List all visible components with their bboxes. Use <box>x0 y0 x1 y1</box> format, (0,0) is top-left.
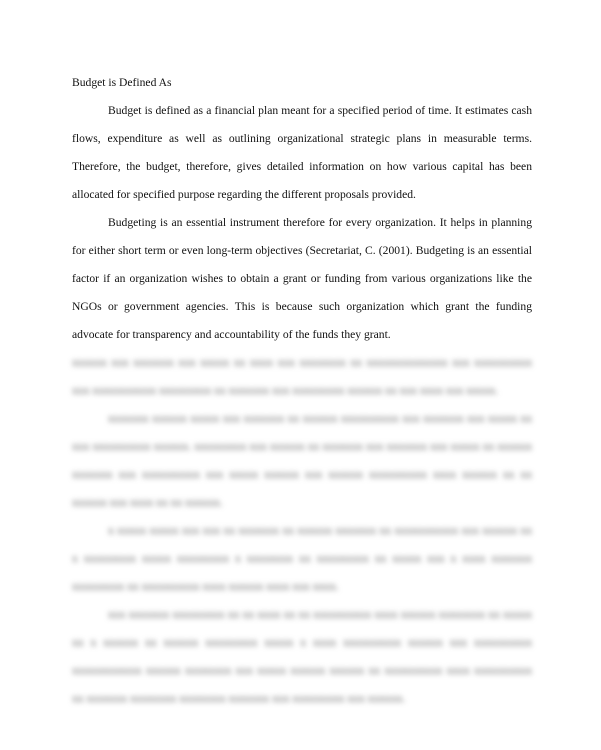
blurred-preview-content <box>72 349 532 713</box>
paragraph-2: Budgeting is an essential instrument therefore for every organization. It helps in planning for either short term or even long-term objectives (Secretariat, C. (2001). Budgeting is an essential factor if an organization wishes to obtain a grant or funding from various organizations like the NGOs or government agencies. This is because such organization which grant the funding advocate for transparency and accountability of the funds they grant. <box>72 216 532 341</box>
blurred-paragraph: x xxxxx xxxxx xxx xxx xx xxxxxxx xx xxxxxx xxxxxxx xx xxxxxxxxxxx xxx xxxxxx xx x xxxxxxxxx xxxxx xxxxxxxxx x xxxxxxxx xx xxxxxxxxx xx xxxxx xxx x xxxx xxxxxxx xxxxxxxxx xx xxxxxxxxxx xxxx xxxxxx xxxx xxx xxxx. <box>72 524 532 593</box>
blurred-paragraph: xxx xxxxxxx xxxxxxxxx xx xx xxxx xx xx xxxxxxxxxx xxxx xxxxxx xxxxxxxx xx xxxxx xx x xxxxxx xx xxxxxx xxxxxxxxx xxxxx x xxxx xxxxxxxxxx xxxxxx xxx xxxxxxxxxx xxxxxxxxxxxx xxxxxx xxxxxxxx xxx xxxxx xxxxxx xxxxxx xx xxxxxxxxxx xxxx xxxxxxxxxx xx xxxxxxx xxxxxxxx xxxxxxxx xxxxxxx xxx xxxxxxxxx xxx xxxxxx. <box>72 608 532 705</box>
document-body <box>72 69 532 713</box>
page-fade-overlay <box>0 720 601 750</box>
blurred-paragraph: xxxxxx xxx xxxxxxx xxx xxxxx xx xxxx xxx xxxxxxxx xx xxxxxxxxxxxxxx xxx xxxxxxxxxx xxx xxxxxxxxxxx xxxxxxxxx xx xxxxxxx xxx xxxxxxxxx xxxxxx xx xxx xxxx xxx xxxxx. <box>72 356 532 397</box>
paragraph-1: Budget is defined as a financial plan meant for a specified period of time. It estimates cash flows, expenditure as well as outlining organizational strategic plans in measurable terms. Therefore, the budget, therefore, gives detailed information on how various capital has been allocated for specified purpose regarding the different proposals provided. <box>72 104 532 201</box>
blurred-paragraph: xxxxxxx xxxxxx xxxxx xxx xxxxxxx xx xxxxxx xxxxxxxxxx xxx xxxxxxx xxx xxxxx xx xxx xxxxxxxxxx xxxxxx. xxxxxxxxx xxx xxxxxx xx xxxxxxx xxx xxxxxxx xxx xxxxx xx xxxxxx xxxxxxx xxx xxxxxxxxxx xxx xxxxx xxxxxx xxx xxxxxx xxxxxxxxxx xxxx xxxxxx xx xx xxxxxx xxx xxxx xx xx xxxxxx. <box>72 412 532 509</box>
document-title: Budget is Defined As <box>72 76 172 89</box>
